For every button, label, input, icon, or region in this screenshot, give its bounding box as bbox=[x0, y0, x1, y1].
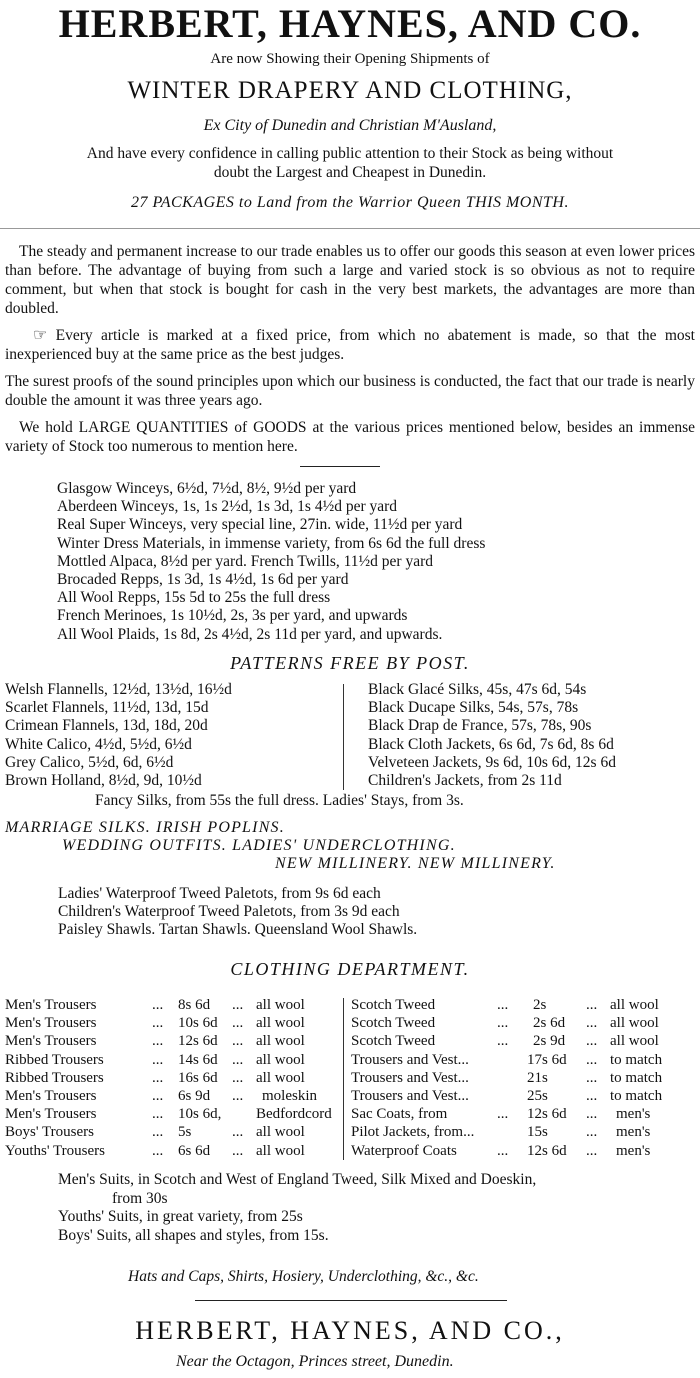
pointing-hand-icon: ☞ bbox=[33, 327, 48, 344]
clothing-price: 17s 6d bbox=[527, 1051, 567, 1068]
goods-item: Aberdeen Winceys, 1s, 1s 2½d, 1s 3d, 1s 4½d per yard bbox=[57, 498, 398, 516]
clothing-column-divider bbox=[343, 998, 344, 1160]
clothing-item: Men's Trousers bbox=[5, 1106, 97, 1123]
column-divider bbox=[343, 684, 344, 790]
clothing-item: Trousers and Vest... bbox=[351, 1088, 469, 1105]
clothing-item: Scotch Tweed bbox=[351, 1015, 436, 1032]
clothing-price: 10s 6d bbox=[178, 1015, 218, 1032]
pattern-item: Children's Jackets, from 2s 11d bbox=[368, 772, 562, 790]
clothing-item: Boys' Trousers bbox=[5, 1124, 94, 1141]
pattern-item: Velveteen Jackets, 9s 6d, 10s 6d, 12s 6d bbox=[368, 753, 616, 771]
firm-title: HERBERT, HAYNES, AND CO. bbox=[58, 1, 642, 46]
short-divider bbox=[300, 466, 380, 467]
goods-item: All Wool Plaids, 1s 8d, 2s 4½d, 2s 11d per yard, and upwards. bbox=[57, 625, 443, 643]
clothing-item: Men's Trousers bbox=[5, 1033, 97, 1050]
clothing-note: men's bbox=[616, 1106, 651, 1123]
pattern-item: Black Ducape Silks, 54s, 57s, 78s bbox=[368, 699, 579, 717]
divider bbox=[0, 228, 700, 229]
patterns-heading: PATTERNS FREE BY POST. bbox=[230, 653, 470, 673]
pattern-item: Brown Holland, 8½d, 9d, 10½d bbox=[5, 772, 202, 790]
goods-item: Real Super Winceys, very special line, 27in. wide, 11½d per yard bbox=[57, 516, 463, 534]
suits-item: Men's Suits, in Scotch and West of England Tweed, Silk Mixed and Doeskin, bbox=[58, 1171, 537, 1188]
clothing-note: all wool bbox=[256, 997, 305, 1013]
confidence-line: And have every confidence in calling public attention to their Stock as being without bbox=[86, 145, 614, 162]
specials-line-3: NEW MILLINERY. NEW MILLINERY. bbox=[275, 855, 556, 872]
paragraph-quantities: We hold LARGE QUANTITIES of GOODS at the various prices mentioned below, besides an immense variety of Stock too numerous to mention here. bbox=[5, 419, 695, 455]
footer-divider bbox=[195, 1300, 507, 1301]
clothing-note: moleskin bbox=[262, 1088, 317, 1105]
clothing-right-notes bbox=[610, 996, 662, 1160]
hats-line: Hats and Caps, Shirts, Hosiery, Underclothing, &c., &c. bbox=[128, 1268, 479, 1285]
clothing-price: 21s bbox=[527, 1069, 548, 1086]
goods-item: Winter Dress Materials, in immense variety, from 6s 6d the full dress bbox=[57, 534, 486, 552]
goods-item: Mottled Alpaca, 8½d per yard. French Twills, 11½d per yard bbox=[57, 552, 433, 570]
clothing-right-prices bbox=[527, 996, 567, 1160]
clothing-price: 6s 9d bbox=[178, 1088, 211, 1105]
pattern-item: Black Glacé Silks, 45s, 47s 6d, 54s bbox=[368, 681, 587, 698]
clothing-note: all wool bbox=[256, 1051, 305, 1068]
clothing-item: Ribbed Trousers bbox=[5, 1051, 104, 1068]
fancy-silks-line: Fancy Silks, from 55s the full dress. Ladies' Stays, from 3s. bbox=[95, 792, 464, 809]
clothing-item: Men's Trousers bbox=[5, 1015, 97, 1032]
clothing-price: 8s 6d bbox=[178, 997, 211, 1013]
packages-line: 27 PACKAGES to Land from the Warrior Queen THIS MONTH. bbox=[131, 194, 569, 211]
clothing-note: all wool bbox=[610, 1033, 659, 1050]
clothing-item: Scotch Tweed bbox=[351, 1033, 436, 1050]
clothing-item: Youths' Trousers bbox=[5, 1142, 105, 1159]
paragraph-proofs: The surest proofs of the sound principles upon which our business is conducted, the fact that our trade is nearly double the amount it was three years ago. bbox=[5, 373, 695, 409]
specials-line-2: WEDDING OUTFITS. LADIES' UNDERCLOTHING. bbox=[62, 837, 456, 854]
clothing-note: Bedfordcord bbox=[256, 1106, 332, 1123]
clothing-price: 12s 6d bbox=[527, 1142, 567, 1159]
clothing-right-dots-2: ... ... ... ... ... ... ... ... ... bbox=[586, 997, 598, 1159]
waterproof-list bbox=[58, 885, 417, 940]
clothing-item: Waterproof Coats bbox=[351, 1142, 457, 1159]
clothing-heading: CLOTHING DEPARTMENT. bbox=[230, 959, 470, 979]
footer-firm: HERBERT, HAYNES, AND CO., bbox=[135, 1316, 565, 1345]
clothing-item: Trousers and Vest... bbox=[351, 1051, 469, 1068]
waterproof-item: Ladies' Waterproof Tweed Paletots, from 9s 6d each bbox=[58, 885, 381, 902]
paragraph-fixed-price bbox=[5, 326, 695, 364]
clothing-item: Men's Trousers bbox=[5, 997, 97, 1013]
goods-item: Brocaded Repps, 1s 3d, 1s 4½d, 1s 6d per yard bbox=[57, 571, 349, 589]
specials-line-1: MARRIAGE SILKS. IRISH POPLINS. bbox=[5, 819, 285, 836]
clothing-left-dots: ... ... ... ... ... ... ... ... ... bbox=[152, 997, 164, 1159]
clothing-left-prices bbox=[178, 996, 221, 1160]
suits-item: Youths' Suits, in great variety, from 25s bbox=[58, 1208, 303, 1225]
pattern-item: Crimean Flannels, 13d, 18d, 20d bbox=[5, 717, 208, 735]
clothing-price: 6s 6d bbox=[178, 1142, 211, 1159]
clothing-price: 16s 6d bbox=[178, 1069, 218, 1086]
clothing-left-dots-2: ... ... ... ... ... ... ... ... bbox=[232, 997, 244, 1159]
clothing-price: 5s bbox=[178, 1124, 192, 1141]
clothing-item: Scotch Tweed bbox=[351, 997, 436, 1013]
clothing-price: 2s 6d bbox=[533, 1015, 566, 1032]
waterproof-item: Children's Waterproof Tweed Paletots, from 3s 9d each bbox=[58, 903, 400, 921]
pattern-item: Welsh Flannells, 12½d, 13½d, 16½d bbox=[5, 681, 232, 698]
goods-item: French Merinoes, 1s 10½d, 2s, 3s per yard, and upwards bbox=[57, 607, 408, 625]
footer-address: Near the Octagon, Princes street, Dunedin. bbox=[176, 1353, 454, 1370]
confidence-line-2: doubt the Largest and Cheapest in Dunedin. bbox=[213, 164, 487, 181]
pattern-item: Scarlet Flannels, 11½d, 13d, 15d bbox=[5, 699, 209, 717]
clothing-note: to match bbox=[610, 1069, 663, 1086]
body-paragraphs bbox=[5, 242, 695, 456]
clothing-price: 15s bbox=[527, 1124, 548, 1141]
clothing-price: 14s 6d bbox=[178, 1051, 218, 1068]
clothing-note: to match bbox=[610, 1088, 663, 1105]
clothing-price: 12s 6d bbox=[527, 1106, 567, 1123]
clothing-note: all wool bbox=[256, 1142, 305, 1159]
pattern-item: Black Cloth Jackets, 6s 6d, 7s 6d, 8s 6d bbox=[368, 735, 614, 753]
clothing-price: 12s 6d bbox=[178, 1033, 218, 1050]
paragraph-trade: The steady and permanent increase to our trade enables us to offer our goods this season at even lower prices than before. The advantage of buying from such a large and varied stock is so obvious as not to require comment, but when that stock is bought for cash in the very best markets, the advantages are more than doubled. bbox=[5, 243, 695, 317]
suits-item: Boys' Suits, all shapes and styles, from 15s. bbox=[58, 1226, 329, 1244]
clothing-note: all wool bbox=[256, 1033, 305, 1050]
waterproof-item: Paisley Shawls. Tartan Shawls. Queensland Wool Shawls. bbox=[58, 921, 418, 939]
clothing-item: Ribbed Trousers bbox=[5, 1069, 104, 1086]
suits-item: from 30s bbox=[112, 1189, 168, 1207]
goods-list bbox=[57, 480, 485, 644]
clothing-price: 10s 6d, bbox=[178, 1106, 222, 1123]
patterns-left-column bbox=[5, 681, 232, 790]
clothing-price: 2s bbox=[533, 997, 547, 1013]
clothing-item: Trousers and Vest... bbox=[351, 1069, 469, 1086]
clothing-note: to match bbox=[610, 1051, 663, 1068]
clothing-left-items bbox=[5, 996, 105, 1160]
paragraph-fixed-price-text: Every article is marked at a fixed price, from which no abatement is made, so that the most inexperienced buy at the same price as the best judges. bbox=[5, 327, 695, 363]
goods-item: All Wool Repps, 15s 5d to 25s the full dress bbox=[57, 589, 331, 607]
pattern-item: Grey Calico, 5½d, 6d, 6½d bbox=[5, 753, 174, 771]
clothing-note: all wool bbox=[610, 1015, 659, 1032]
clothing-item: Pilot Jackets, from... bbox=[351, 1124, 475, 1141]
suits-list bbox=[58, 1171, 536, 1245]
ships-line: Ex City of Dunedin and Christian M'Ausland, bbox=[203, 117, 497, 134]
clothing-note: all wool bbox=[256, 1069, 305, 1086]
clothing-right-dots: ... ... ... ... ... bbox=[497, 997, 509, 1159]
clothing-note: all wool bbox=[256, 1015, 305, 1032]
clothing-item: Sac Coats, from bbox=[351, 1106, 448, 1123]
clothing-note: men's bbox=[616, 1124, 651, 1141]
patterns-right-column bbox=[368, 681, 616, 790]
clothing-item: Men's Trousers bbox=[5, 1088, 97, 1105]
clothing-price: 2s 9d bbox=[533, 1033, 566, 1050]
clothing-right-items bbox=[351, 996, 474, 1160]
clothing-note: all wool bbox=[256, 1124, 305, 1141]
pattern-item: Black Drap de France, 57s, 78s, 90s bbox=[368, 717, 592, 735]
pattern-item: White Calico, 4½d, 5½d, 6½d bbox=[5, 735, 192, 753]
clothing-left-notes bbox=[256, 996, 332, 1160]
showing-line: Are now Showing their Opening Shipments of bbox=[210, 51, 490, 67]
clothing-price: 25s bbox=[527, 1088, 548, 1105]
headline: WINTER DRAPERY AND CLOTHING, bbox=[127, 77, 573, 104]
clothing-note: all wool bbox=[610, 997, 659, 1013]
clothing-note: men's bbox=[616, 1142, 651, 1159]
goods-item: Glasgow Winceys, 6½d, 7½d, 8½, 9½d per yard bbox=[57, 480, 357, 497]
